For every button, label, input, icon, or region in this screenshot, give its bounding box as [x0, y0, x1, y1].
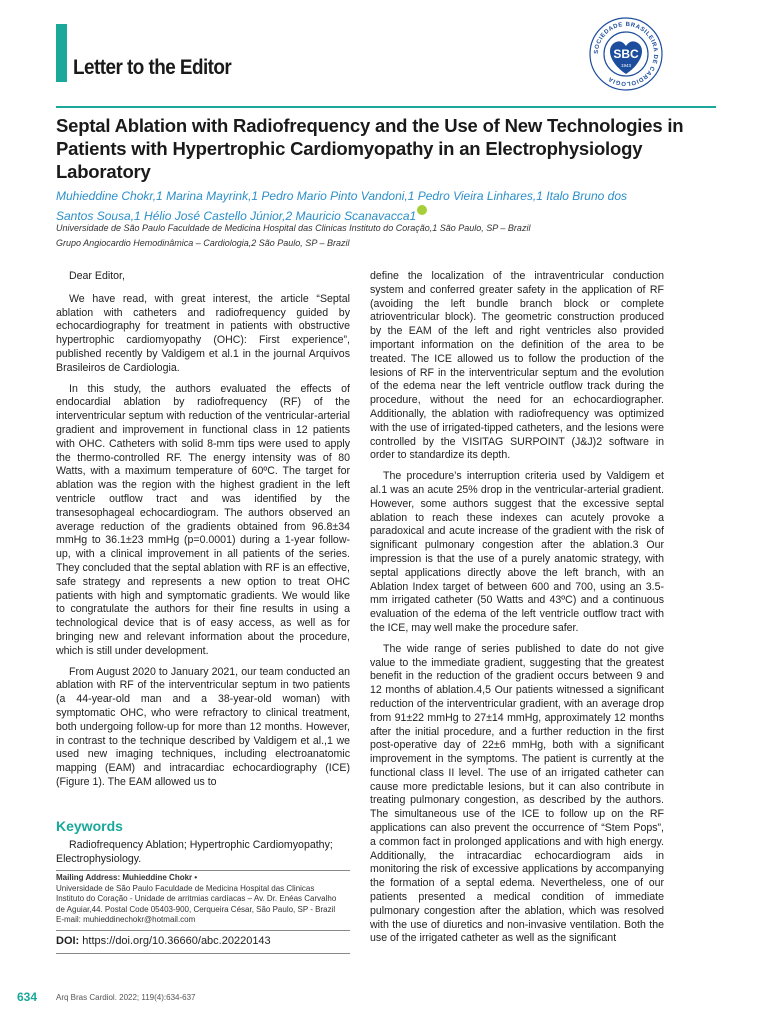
journal-citation: Arq Bras Cardiol. 2022; 119(4):634-637: [56, 993, 196, 1002]
doi-divider-bottom: [56, 953, 350, 954]
body-paragraph: The procedure’s interruption criteria used by Valdigem et al.1 was an acute 25% drop in the ventricular-arterial gradient. However, some authors suggest that the excessive septal ablation to reach these indexes can acutely provoke a paradoxical and acute increase of the gradient with the risk of significant pulmonary congestion after the ablation.3 Our impression is that the use of a purely anatomic strategy, with septal applications directly above the left branch, with an Ablation Index target of between 600 and 700, using an 3.5-mm irrigated catheter (50 Watts and 43ºC) and a continuous evaluation of the edema of the left ventricle outflow tract with the ICE, may well make the procedure safer.: [370, 470, 664, 634]
doi-link[interactable]: https://doi.org/10.36660/abc.20220143: [82, 935, 271, 947]
mailing-divider: [56, 870, 350, 871]
doi-divider-top: [56, 930, 350, 931]
page-number: 634: [17, 990, 38, 1004]
affiliation-2: Grupo Angiocardio Hemodinâmica – Cardiologia,2 São Paulo, SP – Brazil: [56, 238, 350, 248]
affiliation-1: Universidade de São Paulo Faculdade de Medicina Hospital das Clinicas Instituto do Coração,1 São Paulo, SP – Brazil: [56, 223, 531, 233]
author-list: [56, 187, 666, 225]
logo-ring-text: SOCIEDADE BRASILEIRA DE CARDIOLOGIA: [593, 21, 659, 87]
mailing-label: Mailing Address: Muhieddine Chokr •: [56, 873, 198, 882]
mailing-line: Universidade de São Paulo Faculdade de Medicina Hospital das Clinicas: [56, 883, 315, 893]
keywords-text: Radiofrequency Ablation; Hypertrophic Cardiomyopathy; Electrophysiology.: [56, 839, 333, 865]
authors-line-1: Muhieddine Chokr,1 Marina Mayrink,1 Pedro Mario Pinto Vandoni,1 Pedro Vieira Linhares,1 Italo Bruno dos: [56, 189, 627, 203]
header-rule: [56, 106, 716, 108]
authors-line-2: Santos Sousa,1 Hélio José Castello Júnior,2 Mauricio Scanavacca1: [56, 205, 666, 225]
body-paragraph: The wide range of series published to date do not give value to the immediate gradient, suggesting that the greatest benefit in the reduction of the gradient occurs between 9 and 12 months of ablation.4,5 Our patients witnessed a significant reduction of the interventricular gradient, with an average drop from 91±22 mmHg to 27±14 mmHg, approximately 12 months after the initial procedure, and a further reduction in the first post-operative day of 22±6 mmHg, both with a significant improvement in the symptoms. The patient is currently at the functional class II level. The use of an irrigated catheter can cause more predictable lesions, but it can also contribute in treating pulmonary congestion, as described by the authors. The simultaneous use of the ICE to follow up on the RF applications can also prevent the occurrence of “Stem Pops”, a common fact in prolonged applications and with high energy. Additionally, the intracardiac echocardiogram aids in monitoring the risk of excessive applications by accompanying the formation of a septal edema. Nevertheless, one of our patients presented a medical condition of immediate pulmonary congestion after the ablation, which was resolved with the use of diuretics and non-invasive ventilation. Both the use of the irrigated catheter as well as the significant: [370, 642, 664, 945]
logo-text: SBC: [613, 47, 639, 61]
body-paragraph: In this study, the authors evaluated the effects of endocardial ablation by radiofrequency (RF) of the interventricular septum with reduction of the ventricular-arterial gradient and improvement in functional class in 12 patients with OHC. Catheters with solid 8-mm tips were used to apply the thermo-controlled RF. The energy intensity was of 80 Watts, with a maximum temperature of 60ºC. The target for ablation was the region with the highest gradient in the left ventricle outflow tract and was identified by the transesophageal echocardiogram. The authors observed an average reduction of the gradients obtained from 96.8±34 mmHg to 36.1±23 mmHg (p=0.0001) during a 1-year follow-up, with a clinical improvement in all patients of the series. They concluded that the septal ablation with RF is an effective, safe strategy and represents a new option to treat OHC patients with high and symptomatic gradients. We would like to congratulate the authors for their fine results in using a technological device that is of easy access, as well as for bringing new and relevant information about the procedure, which is still under development.: [56, 382, 350, 657]
doi: [56, 935, 271, 947]
mailing-email[interactable]: E-mail: muhieddinechokr@hotmail.com: [56, 915, 196, 924]
orcid-icon[interactable]: [417, 205, 427, 215]
section-title: Letter to the Editor: [73, 56, 232, 79]
article-title: Septal Ablation with Radiofrequency and the Use of New Technologies in Patients with Hypertrophic Cardiomyopathy in an Electrophysiology Laboratory: [56, 115, 684, 182]
mailing-address: [56, 873, 356, 926]
doi-label: DOI:: [56, 935, 80, 947]
sbc-logo: [588, 16, 664, 92]
body-paragraph: We have read, with great interest, the article “Septal ablation with catheters and radiofrequency guided by echocardiography for treatment in patients with obstructive hypertrophic cardiomyopathy (OHC): First experience”, published recently by Valdigem et al.1 in the journal Arquivos Brasileiros de Cardiologia.: [56, 292, 350, 374]
mailing-line: de Aguiar,44. Postal Code 05403-900, Cerqueira César, São Paulo, SP - Brazil: [56, 904, 336, 914]
logo-year: 1943: [620, 63, 632, 68]
mailing-line: Instituto do Coração - Unidade de arritmias cardíacas – Av. Dr. Enéas Carvalho: [56, 894, 337, 903]
salutation: Dear Editor,: [69, 270, 125, 282]
keywords-heading: Keywords: [56, 818, 123, 834]
section-accent-bar: [56, 24, 67, 82]
right-column: [370, 270, 664, 953]
body-paragraph: From August 2020 to January 2021, our team conducted an ablation with RF of the interventricular septum in two patients (a 44-year-old man and a 38-year-old woman) with symptomatic OHC, who were refractory to clinical treatment, both undergoing follow-up for more than 12 months. However, in contrast to the technique described by Valdigem et al.,1 we used new imaging techniques, including electroanatomic mapping (EAM) and intracardiac echocardiography (ICE) (Figure 1). The EAM allowed us to: [56, 665, 350, 788]
body-paragraph: define the localization of the intraventricular conduction system and conferred greater safety in the application of RF (avoiding the left bundle branch block or complete atrioventricular block). The geometric construction produced by the EAM of the left and right ventricles also provided important information on the definition of the area to be treated. The ICE allowed us to follow the production of the lesions of RF in the interventricular septum and the evolution of the edema near the left ventricle outflow track during the procedure, without the need for an echocardiographer. Additionally, the ablation with radiofrequency was optimized with the use of irrigated-tipped catheters, and the lesions were controlled by the VISITAG SURPOINT (J&J)2 software in order to standardize its depth.: [370, 270, 664, 462]
left-column: [56, 270, 350, 797]
